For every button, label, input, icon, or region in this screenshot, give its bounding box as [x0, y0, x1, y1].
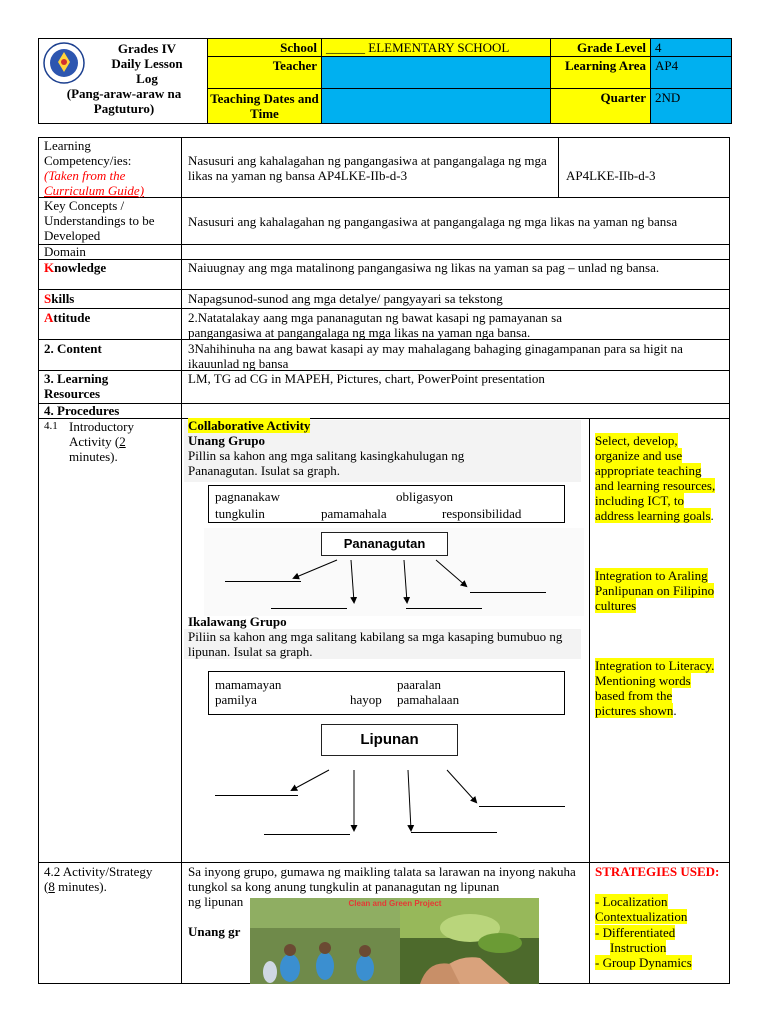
teacher-label: Teacher [208, 57, 322, 89]
group-clip: Unang gr [188, 924, 241, 939]
graph1-center-box: Pananagutan [321, 532, 448, 556]
key-concepts-text: Nasusuri ang kahalagahan ng pangangasiwa at pangangalaga ng mga likas na yaman ng bansa [188, 214, 678, 229]
competency-note-2: Curriculum Guide) [44, 183, 145, 198]
word-pamamahala: pamamahala [321, 506, 387, 521]
group1-title: Unang Grupo [188, 433, 265, 448]
attitude-text: 2.Natatalakay aang mga pananagutan ng bawat kasapi ng pamayanan sa pangangasiwa at pangangalaga ng mga likas na yaman nga bansa. [188, 310, 562, 340]
graph2-arrows [204, 758, 584, 843]
word-paaralan: paaralan [397, 677, 442, 692]
resources-label: 3. Learning Resources [44, 371, 109, 401]
graph2-blank-4 [479, 806, 565, 807]
activity-text: Sa inyong grupo, gumawa ng maikling talata sa larawan na inyong nakuha tungkol sa kong anung tungkulin at pananagutan ng lipunan [188, 864, 576, 894]
graph2-blank-2 [264, 834, 350, 835]
resources-text: LM, TG ad CG in MAPEH, Pictures, chart, PowerPoint presentation [188, 371, 545, 386]
quarter-label: Quarter [551, 89, 651, 123]
competency-label: Learning Competency/ies: [44, 138, 132, 168]
learning-area-label: Learning Area [551, 57, 651, 89]
log-title: Daily Lesson [111, 56, 183, 71]
graph2-blank-3 [411, 832, 497, 833]
content-text: 3Nahihinuha na ang bawat kasapi ay may mahalagang bahaging ginagampanan para sa higit na ikauunlad ng bansa [188, 341, 683, 371]
strategy-5: - Group Dynamics [595, 955, 692, 970]
quarter-value: 2ND [651, 89, 731, 123]
group2-title: Ikalawang Grupo [188, 614, 287, 629]
intro-label-3: minutes). [69, 449, 118, 464]
group1-instr: Pillin sa kahon ang mga salitang kasingkahulugan ng Pananagutan. Isulat sa graph. [188, 448, 465, 478]
attitude-label: Attitude [44, 310, 91, 325]
activity-text-clip: ng lipunan [188, 894, 244, 909]
word-obligasyon: obligasyon [396, 489, 454, 504]
graph1-arrows [204, 556, 584, 616]
word-tungkulin: tungkulin [215, 506, 265, 521]
key-concepts-label: Key Concepts / Understandings to be Developed [44, 198, 155, 243]
grade-level-value: 4 [651, 39, 731, 57]
graph2-center-box: Lipunan [321, 724, 458, 756]
content-label: 2. Content [44, 341, 102, 356]
grade-level-label: Grade Level [551, 39, 651, 57]
deped-seal-icon [43, 42, 85, 84]
header-subtitle: (Pang-araw-araw na Pagtuturo) [66, 86, 182, 116]
word-hayop: hayop [350, 692, 382, 707]
dates-label: Teaching Dates and Time [208, 89, 322, 123]
header-table [38, 38, 732, 124]
strategy-1: - Localization [595, 894, 668, 909]
graph1-blank-3 [406, 608, 482, 609]
word-pagnanakaw: pagnanakaw [215, 489, 280, 504]
strategy-3: - Differentiated [595, 925, 676, 940]
grade-title: Grades IV [117, 41, 177, 56]
clean-green-photo [250, 898, 539, 984]
domain-label: Domain [44, 244, 86, 259]
strategies-title: STRATEGIES USED: [595, 864, 720, 879]
log-title-2: Log [136, 71, 158, 86]
intro-label-1: Introductory [69, 419, 134, 434]
collab-title: Collaborative Activity [188, 418, 311, 433]
graph1-blank-2 [271, 608, 347, 609]
knowledge-text: Naiuugnay ang mga matalinong pangangasiwa ng likas na yaman sa pag – unlad ng bansa. [188, 260, 660, 275]
procedures-label: 4. Procedures [44, 403, 120, 418]
intro-label-2: Activity (2 [69, 434, 126, 449]
teacher-value [322, 57, 551, 89]
note-araling: Integration to Araling Panlipunan on Filipino cultures [595, 568, 715, 613]
knowledge-label: Knowledge [44, 260, 107, 275]
school-label: School [208, 39, 322, 57]
word-pamilya: pamilya [215, 692, 257, 707]
graph2-blank-1 [215, 795, 298, 796]
group2-instr: Piliin sa kahon ang mga salitang kabilang sa mga kasaping bumubuo ng lipunan. Isulat sa graph. [188, 629, 563, 659]
competency-code: AP4LKE-IIb-d-3 [566, 168, 656, 183]
dates-value [322, 89, 551, 123]
activity-label-2: (8 minutes). [44, 879, 107, 894]
graph1-blank-1 [225, 581, 301, 582]
photo-title: Clean and Green Project [348, 899, 442, 908]
group2-word-box [208, 671, 565, 715]
clean-green-image [250, 898, 539, 984]
intro-num: 4.1 [44, 420, 58, 432]
skills-label: Skills [44, 291, 75, 306]
competency-note-1: (Taken from the [44, 168, 126, 183]
group1-word-box [208, 485, 565, 523]
header-title-cell [39, 39, 208, 123]
strategy-2: Contextualization [595, 909, 688, 924]
activity-label-1: 4.2 Activity/Strategy [44, 864, 153, 879]
competency-text: Nasusuri ang kahalagahan ng pangangasiwa at pangangalaga ng mga likas na yaman ng bansa AP4LKE-IIb-d-3 [188, 153, 547, 183]
strategy-4: Instruction [610, 940, 667, 955]
skills-text: Napagsunod-sunod ang mga detalye/ pangyayari sa tekstong [188, 291, 503, 306]
word-responsibilidad: responsibilidad [442, 506, 522, 521]
learning-area-value: AP4 [651, 57, 731, 89]
note-literacy: Integration to Literacy. Mentioning words based from the pictures shown. [595, 658, 715, 718]
lesson-table [38, 137, 730, 984]
word-mamamayan: mamamayan [215, 677, 282, 692]
school-value: ______ ELEMENTARY SCHOOL [322, 39, 551, 57]
note-resources: Select, develop, organize and use appropriate teaching and learning resources, including ICT, to address learning goals. [595, 433, 716, 523]
graph1-blank-4 [470, 592, 546, 593]
word-pamahalaan: pamahalaan [397, 692, 460, 707]
